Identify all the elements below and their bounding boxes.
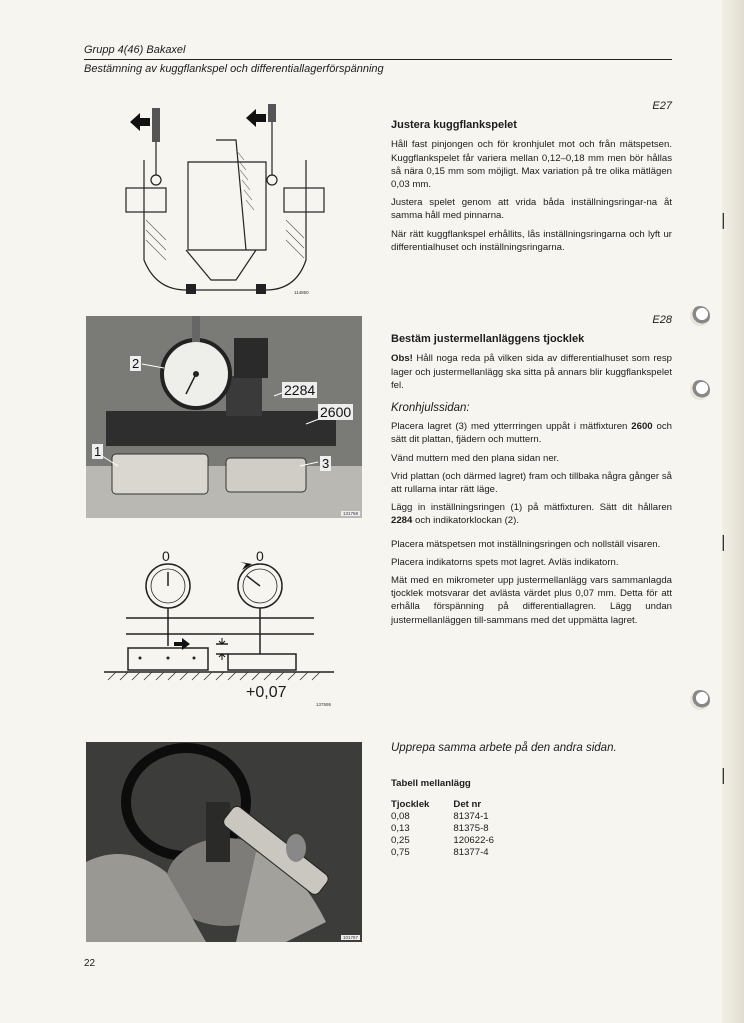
text-part: Lägg in inställningsringen (1) på mätfixturen. Sätt dit hållaren [391, 502, 672, 514]
paragraph: Mät med en mikrometer upp justermellanlägg vars sammanlagda tjocklek motsvarar det avlästa värdet plus 0,07 mm. Detta för att erhålla förspänning på differentiallagren. Lägg undan justermellanläggen till-sammans med det uppmätta lagret. [391, 575, 672, 626]
page-header [84, 44, 672, 75]
cell-thickness: 0,08 [391, 811, 410, 823]
section-code: E28 [652, 314, 672, 326]
figure-differential-drawing [116, 100, 334, 300]
figure-number: 137595 [316, 702, 332, 707]
table-row [391, 811, 518, 823]
tool-number: 2284 [391, 515, 413, 527]
text-part: och sätt dit plattan, fjädern och muttern. [391, 421, 672, 446]
cell-part-number: 81375-8 [453, 823, 489, 835]
page-edge [722, 0, 744, 1023]
obs-label: Obs! [391, 353, 413, 365]
table-row [391, 847, 518, 859]
dial-schematic [104, 546, 344, 712]
cell-part-number: 120622-6 [453, 835, 494, 847]
paragraph: Vänd muttern med den plana sidan ner. [391, 452, 560, 464]
section-code: E27 [652, 100, 672, 112]
binder-hole [690, 306, 710, 326]
repeat-instruction: Upprepa samma arbete på den andra sidan. [391, 742, 617, 754]
paragraph [391, 501, 672, 527]
subheading: Kronhjulssidan: [391, 402, 470, 415]
paragraph: När rätt kuggflankspel erhållits, lås inställningsringarna och lyft ur differentialhuset och inställningsringarna. [391, 228, 672, 253]
section-title: Bestäm justermellanläggens tjocklek [391, 333, 585, 346]
paragraph: Justera spelet genom att vrida båda inställningsringar-na åt samma håll med pinnarna. [391, 197, 672, 222]
obs-text: Håll noga reda på vilken sida av differentialhuset som resp lager och justermellanlägg ska sitta på annars blir kuggflankspelet fel. [391, 353, 672, 391]
section-e28 [391, 314, 672, 632]
label-2600: 2600 [320, 404, 352, 420]
figure-number: 131768 [342, 511, 358, 516]
label-3: 3 [322, 456, 330, 471]
column-header-thickness: Tjocklek [391, 799, 430, 811]
label-2284: 2284 [284, 382, 316, 398]
cell-thickness: 0,25 [391, 835, 410, 847]
paragraph: Placera mätspetsen mot inställningsringen och nollställ visaren. [391, 538, 661, 550]
paragraph: Vrid plattan (och därmed lagret) fram och tillbaka några gånger så att rullarna intar rätt läge. [391, 470, 672, 496]
shim-table [391, 799, 518, 859]
section-table [391, 742, 672, 859]
figure-dial-schematic [104, 546, 344, 712]
binder-hole [690, 380, 710, 400]
label-2: 2 [132, 356, 140, 371]
section-subtitle: Bestämning av kuggflankspel och differentiallagerförspänning [84, 63, 384, 75]
page-number: 22 [84, 958, 96, 969]
differential-illustration [116, 100, 334, 300]
tool-number: 2600 [631, 421, 653, 433]
table-row [391, 835, 518, 847]
obs-paragraph [391, 352, 672, 392]
text-part: Placera lagret (3) med ytterrringen uppåt i mätfixturen [391, 421, 632, 433]
table-title: Tabell mellanlägg [391, 778, 471, 790]
figure-micrometer-photo [86, 742, 362, 942]
figure-number: 101787 [342, 935, 358, 940]
header-rule [84, 59, 672, 60]
cell-part-number: 81374-1 [453, 811, 489, 823]
zero-label-right: 0 [256, 548, 264, 564]
figure-number: 114860 [294, 290, 309, 295]
column-header-part-number: Det nr [453, 799, 482, 811]
table-header-row [391, 799, 518, 811]
binder-hole [690, 690, 710, 710]
label-1: 1 [94, 444, 102, 459]
section-e27 [391, 100, 672, 259]
section-title: Justera kuggflankspelet [391, 119, 517, 132]
table-row [391, 823, 518, 835]
paragraph: Håll fast pinjongen och för kronhjulet mot och från mätspetsen. Kuggflankspelet får variera mellan 0,12–0,18 mm men bör hållas så nära 0,15 mm som möjligt. Max variation på tre olika mätlägen 0,03 mm. [391, 139, 672, 191]
zero-label-left: 0 [162, 548, 170, 564]
cell-part-number: 81377-4 [453, 847, 489, 859]
paragraph [391, 420, 672, 446]
binding-mark: ❘ [716, 767, 730, 784]
offset-label: +0,07 [246, 684, 287, 701]
text-part: och indikatorklockan (2). [412, 515, 519, 527]
binding-mark: ❘ [716, 212, 730, 229]
cell-thickness: 0,13 [391, 823, 410, 835]
figure-fixture-photo [86, 316, 362, 518]
binding-mark: ❘ [716, 534, 730, 551]
micrometer-illustration [86, 742, 362, 942]
paragraph: Placera indikatorns spets mot lagret. Avläs indikatorn. [391, 556, 619, 568]
cell-thickness: 0,75 [391, 847, 410, 859]
group-title: Grupp 4(46) Bakaxel [84, 44, 186, 56]
